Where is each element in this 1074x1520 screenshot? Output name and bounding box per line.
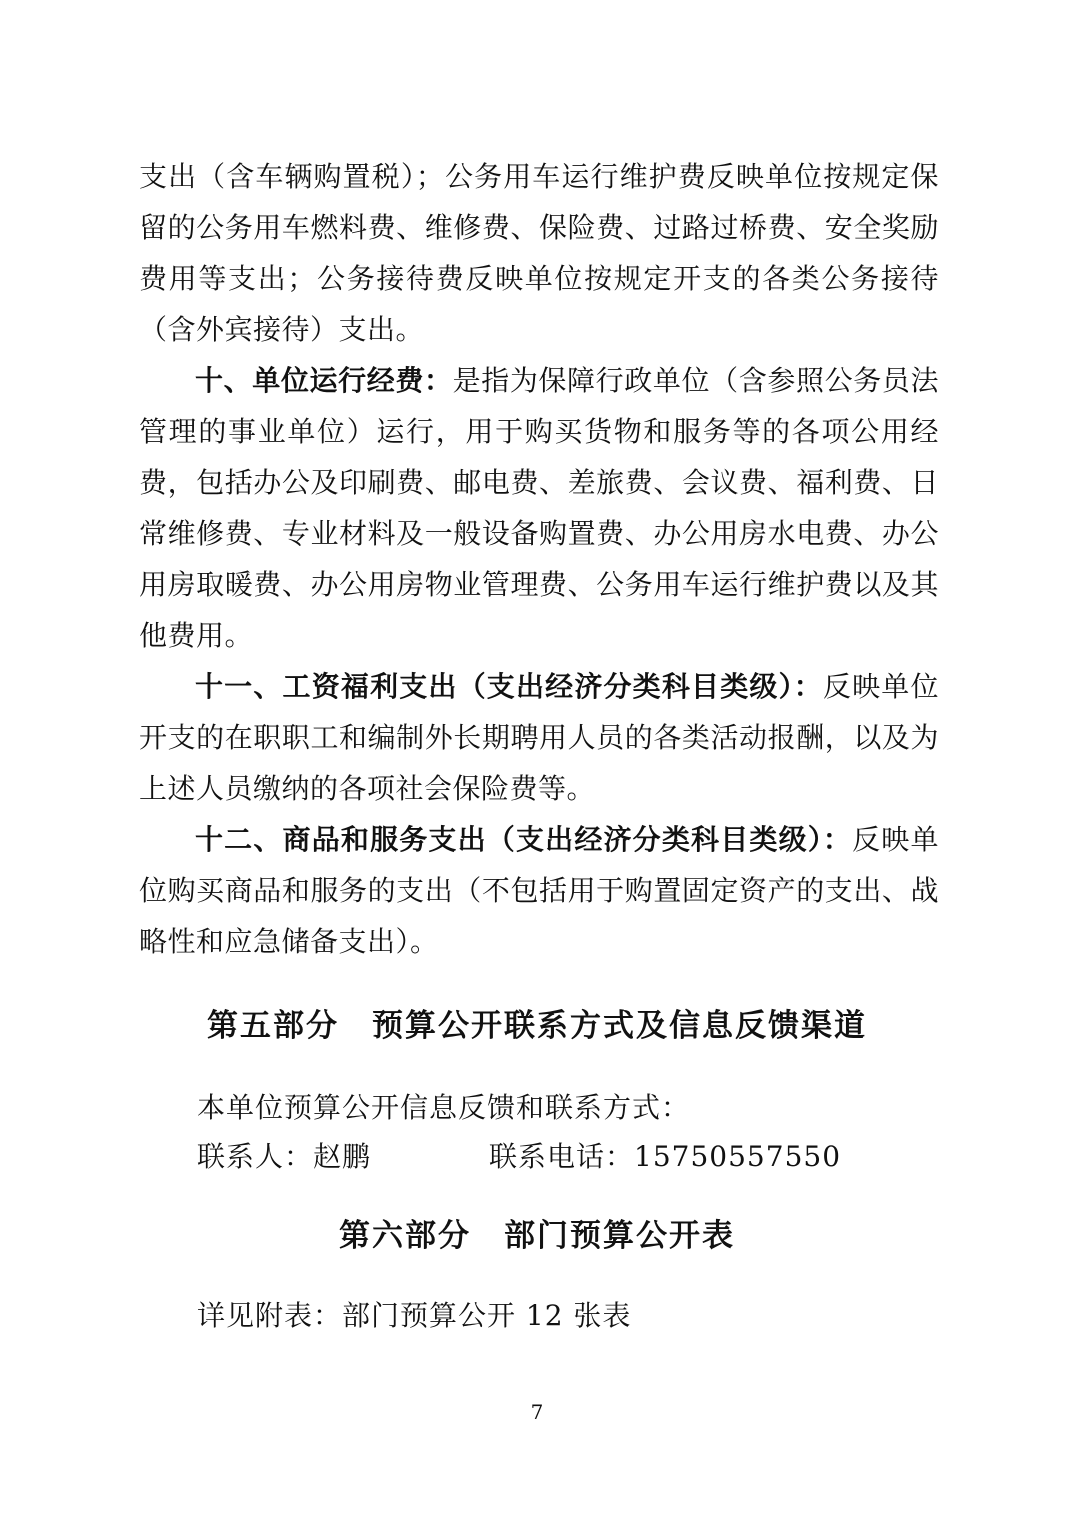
paragraph-text: 支出（含车辆购置税）；公务用车运行维护费反映单位按规定保留的公务用车燃料费、维修费、保险费、过路过桥费、安全奖励费用等支出；公务接待费反映单位按规定开支的各类公务接待（含外宾接待）支出。 <box>139 160 939 346</box>
contact-line <box>197 1137 841 1177</box>
section5-intro: 本单位预算公开信息反馈和联系方式： <box>197 1091 691 1124</box>
paragraph-unit-operating-funds <box>139 355 939 661</box>
section5-heading: 第五部分 预算公开联系方式及信息反馈渠道 <box>207 1008 867 1044</box>
paragraph-goods-services <box>139 814 939 967</box>
section6-text: 详见附表：部门预算公开 12 张表 <box>197 1299 632 1332</box>
phone-number: 15750557550 <box>634 1140 842 1173</box>
contact-name: 赵鹏 <box>313 1140 372 1173</box>
paragraph-text: 反映单位购买商品和服务的支出（不包括用于购置固定资产的支出、战略性和应急储备支出）。 <box>139 823 939 958</box>
paragraph-bold-lead: 十二、商品和服务支出（支出经济分类科目类级）： <box>195 823 853 856</box>
section6-heading: 第六部分 部门预算公开表 <box>339 1218 735 1254</box>
paragraph-wage-welfare <box>139 661 939 814</box>
paragraph-bold-lead: 十、单位运行经费： <box>195 364 453 397</box>
paragraph-text: 是指为保障行政单位（含参照公务员法管理的事业单位）运行，用于购买货物和服务等的各项公用经费，包括办公及印刷费、邮电费、差旅费、会议费、福利费、日常维修费、专业材料及一般设备购置费、办公用房水电费、办公用房取暖费、办公用房物业管理费、公务用车运行维护费以及其他费用。 <box>139 364 939 652</box>
phone-label: 联系电话： <box>489 1140 635 1173</box>
paragraph-text: 反映单位开支的在职职工和编制外长期聘用人员的各类活动报酬，以及为上述人员缴纳的各项社会保险费等。 <box>139 670 939 805</box>
paragraph-bold-lead: 十一、工资福利支出（支出经济分类科目类级）： <box>195 670 823 703</box>
body-text <box>139 151 939 967</box>
page-number: 7 <box>530 1400 544 1424</box>
paragraph-public-expenses <box>139 151 939 355</box>
contact-label: 联系人： <box>197 1140 314 1173</box>
